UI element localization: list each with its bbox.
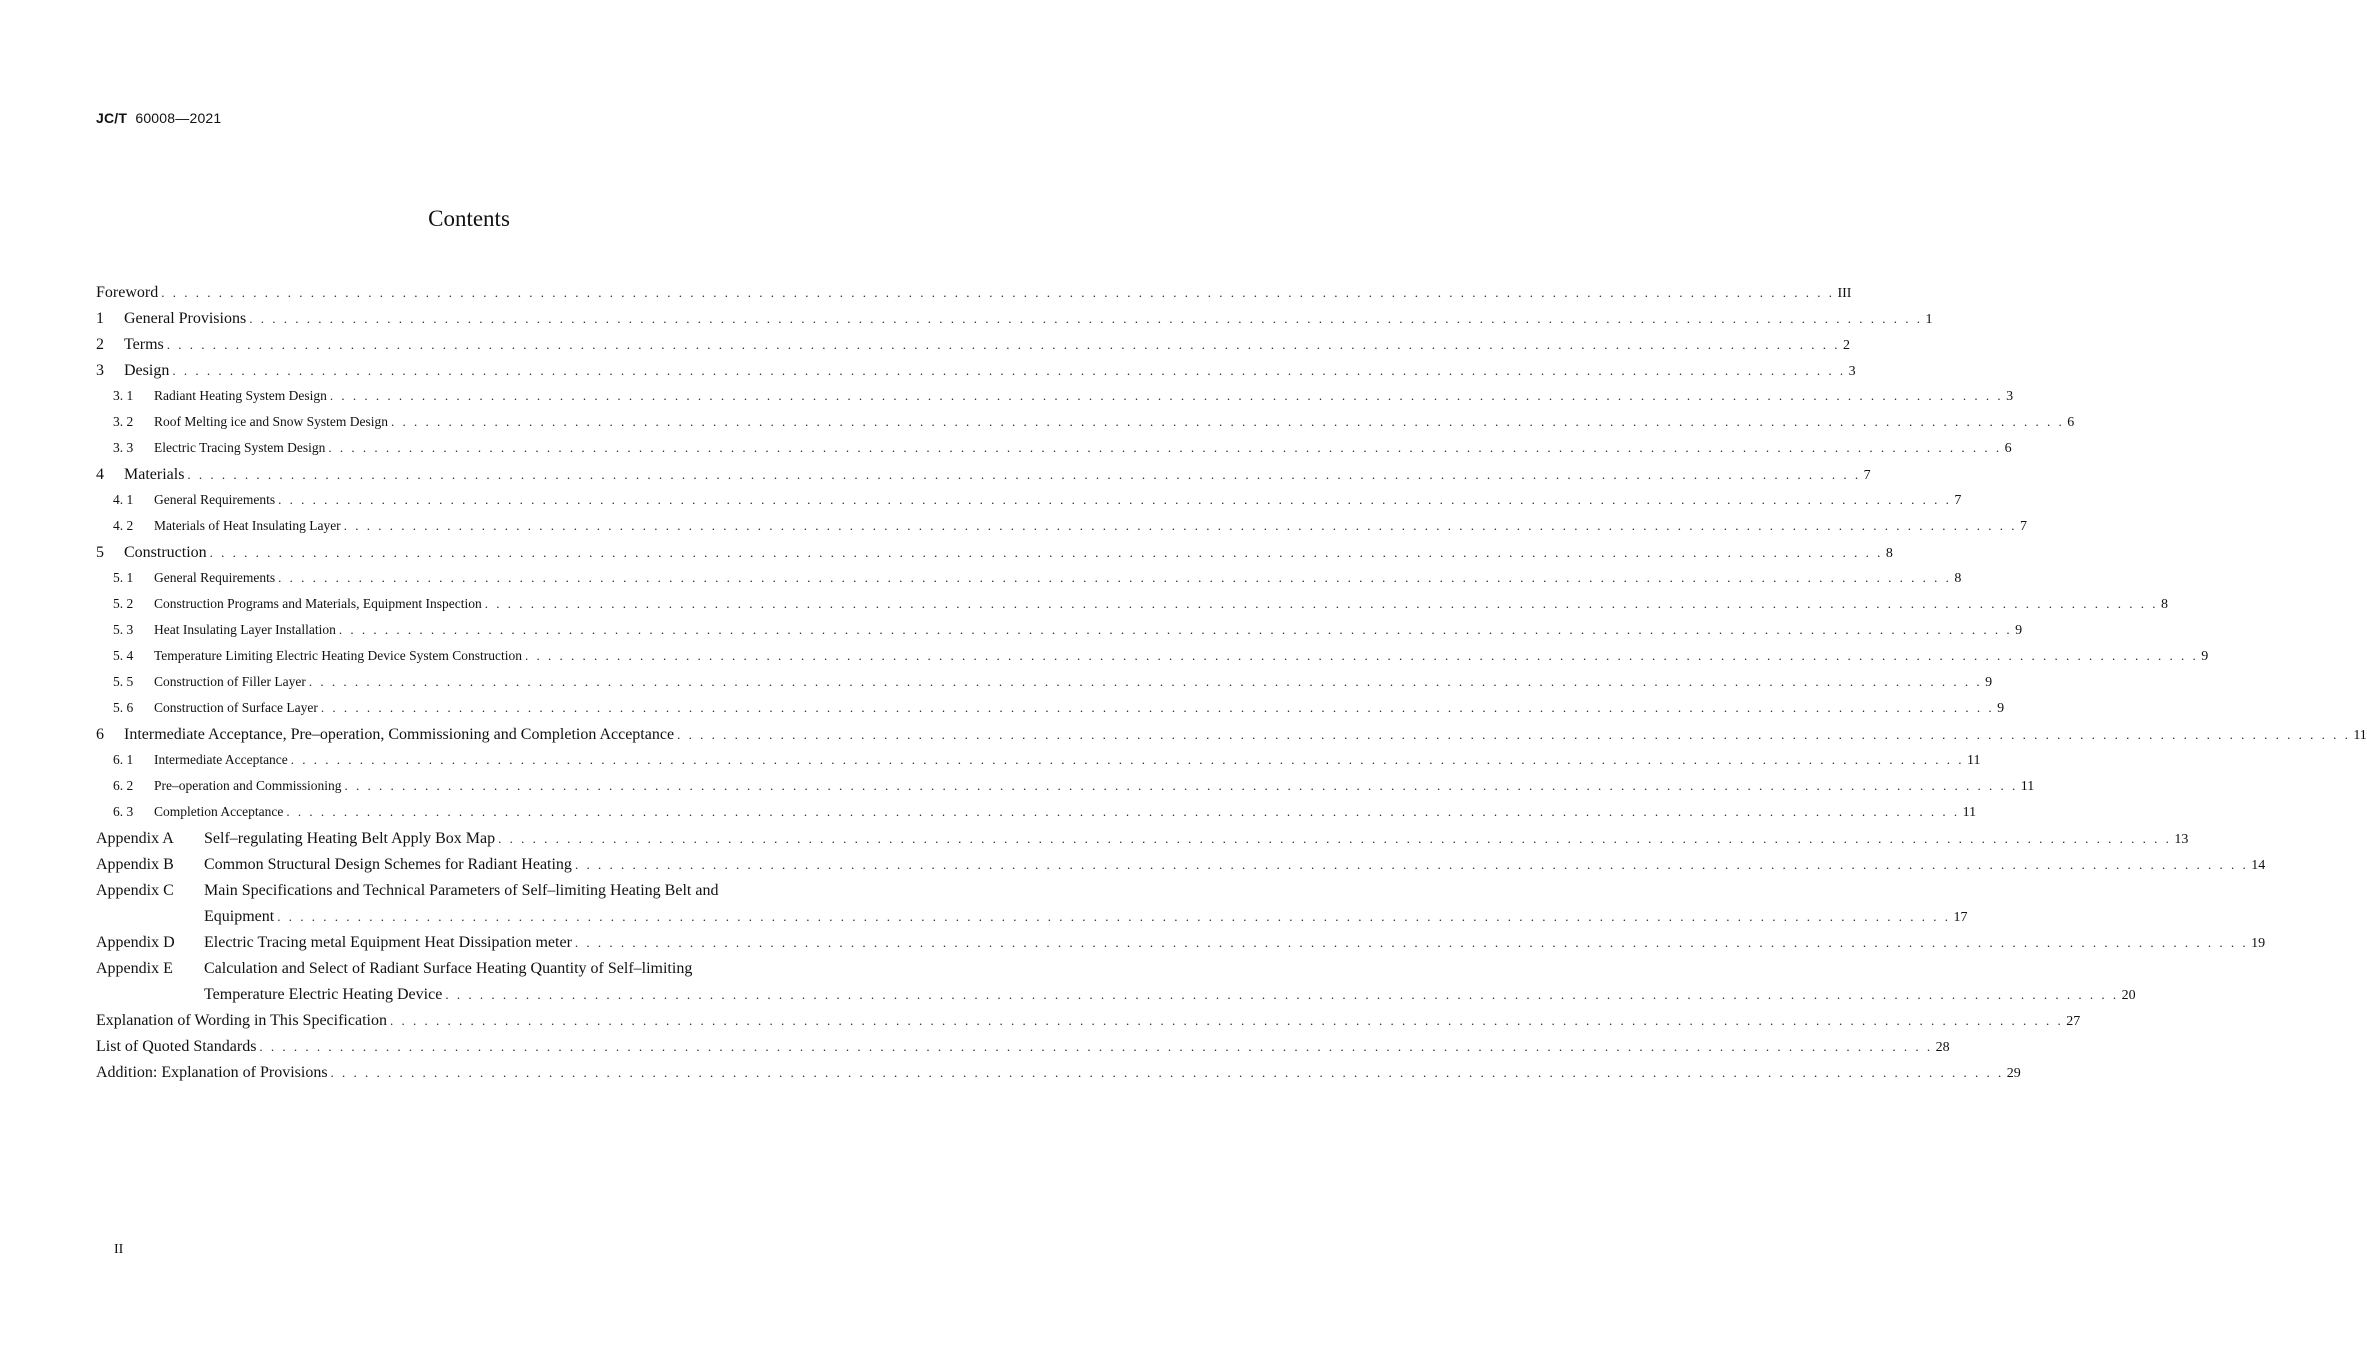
dot-leader bbox=[391, 414, 2064, 430]
toc-entry[interactable] bbox=[96, 492, 1962, 518]
toc-entry-number: 5. 1 bbox=[113, 570, 134, 585]
toc-entry-number: 6. 3 bbox=[113, 804, 134, 819]
toc-entry-page: 7 bbox=[2019, 519, 2027, 534]
toc-entry[interactable] bbox=[96, 1038, 1950, 1064]
toc-entry-page: 8 bbox=[2160, 597, 2168, 612]
code-prefix: JC/T bbox=[96, 110, 128, 126]
toc-entry-label[interactable]: Temperature Limiting Electric Heating Device System Construction bbox=[154, 648, 522, 663]
toc-entry[interactable] bbox=[96, 908, 1968, 934]
toc-entry-label[interactable]: General Requirements bbox=[154, 492, 276, 507]
toc-entry-page: 3 bbox=[1848, 364, 1856, 379]
toc-entry-page: 6 bbox=[2004, 441, 2012, 456]
toc-entry-page: 27 bbox=[2066, 1014, 2081, 1029]
toc-entry-label[interactable]: Completion Acceptance bbox=[154, 804, 284, 819]
toc-entry[interactable] bbox=[96, 700, 2005, 726]
toc-entry-label[interactable]: General Provisions bbox=[124, 310, 247, 327]
dot-leader bbox=[525, 648, 2198, 664]
toc-entry[interactable] bbox=[96, 284, 1852, 310]
toc-entry-number: Appendix D bbox=[96, 934, 175, 951]
toc-entry-number: Appendix C bbox=[96, 882, 174, 899]
dot-leader bbox=[291, 752, 1964, 768]
toc-entry-page: 13 bbox=[2174, 832, 2189, 847]
toc-entry-page: 7 bbox=[1954, 493, 1962, 508]
toc-entry[interactable] bbox=[96, 934, 2266, 960]
toc-entry[interactable] bbox=[96, 960, 844, 986]
toc-entry-number: 6. 1 bbox=[113, 752, 134, 767]
dot-leader bbox=[339, 622, 2012, 638]
toc-entry-number: 5. 6 bbox=[113, 700, 134, 715]
toc-entry[interactable] bbox=[96, 648, 2209, 674]
toc-entry-label[interactable]: Design bbox=[124, 362, 170, 379]
toc-entry-label[interactable]: Construction of Surface Layer bbox=[154, 700, 318, 715]
page-number: II bbox=[114, 1242, 124, 1257]
toc-entry-page: 2 bbox=[1843, 338, 1851, 353]
toc-entry-label[interactable]: Construction bbox=[124, 544, 207, 561]
toc-entry-page: 3 bbox=[2006, 389, 2014, 404]
toc-entry[interactable] bbox=[96, 674, 1993, 700]
toc-entry-number: 5. 2 bbox=[113, 596, 134, 611]
toc-entry-page: 11 bbox=[2353, 728, 2367, 743]
dot-leader bbox=[277, 909, 1950, 925]
toc-entry-page: 14 bbox=[2251, 858, 2266, 873]
document-code bbox=[96, 110, 221, 126]
toc-entry-number: 4. 1 bbox=[113, 492, 134, 507]
toc-entry-label[interactable]: Common Structural Design Schemes for Radiant Heating bbox=[204, 856, 572, 873]
dot-leader bbox=[309, 674, 1982, 690]
toc-entry-page: 9 bbox=[1997, 701, 2005, 716]
dot-leader bbox=[390, 1013, 2063, 1029]
toc-entry-label[interactable]: List of Quoted Standards bbox=[96, 1038, 257, 1055]
toc-entry-label[interactable]: Pre–operation and Commissioning bbox=[154, 778, 342, 793]
toc-entry-number: 3. 2 bbox=[113, 414, 134, 429]
dot-leader bbox=[321, 700, 1994, 716]
dot-leader bbox=[330, 388, 2003, 404]
dot-leader bbox=[249, 311, 1922, 327]
toc-entry[interactable] bbox=[96, 622, 2023, 648]
toc-entry-number: 4 bbox=[96, 466, 104, 483]
toc-entry-page: 20 bbox=[2121, 988, 2136, 1003]
toc-entry[interactable] bbox=[96, 570, 1962, 596]
toc-entry-label[interactable]: Addition: Explanation of Provisions bbox=[96, 1064, 328, 1081]
toc-entry-label[interactable]: Intermediate Acceptance, Pre–operation, Commissioning and Completion Acceptance bbox=[124, 726, 675, 743]
toc-entry-page: 7 bbox=[1863, 468, 1871, 483]
dot-leader bbox=[575, 857, 2248, 873]
toc-entry-page: 1 bbox=[1925, 312, 1933, 327]
toc-entry-label[interactable]: Explanation of Wording in This Specification bbox=[96, 1012, 387, 1029]
toc-entry-number: Appendix E bbox=[96, 960, 173, 977]
toc-entry[interactable] bbox=[96, 336, 1851, 362]
toc-entry-number: 3. 3 bbox=[113, 440, 134, 455]
toc-entry[interactable] bbox=[96, 440, 2012, 466]
toc-entry-page: 9 bbox=[2015, 623, 2023, 638]
dot-leader bbox=[161, 285, 1834, 301]
toc-entry-label[interactable]: Materials bbox=[124, 466, 185, 483]
dot-leader bbox=[344, 778, 2017, 794]
toc-entry-label[interactable]: Self–regulating Heating Belt Apply Box Map bbox=[204, 830, 496, 847]
dot-leader bbox=[331, 1065, 2004, 1081]
toc-entry[interactable] bbox=[96, 1064, 2021, 1090]
toc-entry-number: 4. 2 bbox=[113, 518, 134, 533]
dot-leader bbox=[187, 467, 1860, 483]
toc-entry-page: 9 bbox=[2201, 649, 2209, 664]
toc-entry[interactable] bbox=[96, 726, 2367, 752]
toc-entry-page: 11 bbox=[2020, 779, 2035, 794]
toc-entry-label[interactable]: Intermediate Acceptance bbox=[154, 752, 288, 767]
toc-entry-label[interactable]: Equipment bbox=[204, 908, 275, 925]
toc-entry-number: 1 bbox=[96, 310, 104, 327]
toc-entry-label[interactable]: Calculation and Select of Radiant Surface Heating Quantity of Self–limiting bbox=[204, 960, 693, 977]
dot-leader bbox=[575, 935, 2248, 951]
dot-leader bbox=[677, 727, 2350, 743]
toc-entry-number: 6. 2 bbox=[113, 778, 134, 793]
toc-entry-label[interactable]: Radiant Heating System Design bbox=[154, 388, 327, 403]
toc-entry-page: 9 bbox=[1985, 675, 1993, 690]
toc-entry[interactable] bbox=[96, 466, 1871, 492]
toc-entry[interactable] bbox=[96, 882, 844, 908]
code-number: 60008—2021 bbox=[135, 110, 222, 126]
toc-entry-label[interactable]: Temperature Electric Heating Device bbox=[204, 986, 443, 1003]
toc-entry-page: 8 bbox=[1885, 546, 1893, 561]
dot-leader bbox=[210, 545, 1883, 561]
toc-entry[interactable] bbox=[96, 1012, 2081, 1038]
toc-entry[interactable] bbox=[96, 856, 2266, 882]
toc-entry[interactable] bbox=[96, 596, 2168, 622]
toc-entry[interactable] bbox=[96, 388, 2014, 414]
toc-entry[interactable] bbox=[96, 804, 1977, 830]
table-of-contents bbox=[96, 284, 2367, 1090]
dot-leader bbox=[485, 596, 2158, 612]
toc-entry-number: 5. 5 bbox=[113, 674, 134, 689]
dot-leader bbox=[445, 987, 2118, 1003]
dot-leader bbox=[278, 492, 1951, 508]
toc-entry-label[interactable]: Terms bbox=[124, 336, 164, 353]
toc-entry-label[interactable]: Heat Insulating Layer Installation bbox=[154, 622, 336, 637]
toc-entry-number: 5. 4 bbox=[113, 648, 134, 663]
toc-entry[interactable] bbox=[96, 544, 1893, 570]
toc-entry-number: 5. 3 bbox=[113, 622, 134, 637]
dot-leader bbox=[278, 570, 1951, 586]
toc-entry-label[interactable]: Construction of Filler Layer bbox=[154, 674, 306, 689]
toc-entry-page: 28 bbox=[1935, 1040, 1950, 1055]
toc-entry[interactable] bbox=[96, 518, 2027, 544]
page-title: Contents bbox=[428, 206, 510, 231]
toc-entry-page: 19 bbox=[2251, 936, 2266, 951]
toc-entry-label[interactable]: Electric Tracing System Design bbox=[154, 440, 326, 455]
toc-entry-number: 5 bbox=[96, 544, 104, 561]
toc-entry-label[interactable]: General Requirements bbox=[154, 570, 276, 585]
toc-entry-number: Appendix A bbox=[96, 830, 174, 847]
toc-entry[interactable] bbox=[96, 752, 1981, 778]
toc-entry-page: 8 bbox=[1954, 571, 1962, 586]
toc-entry[interactable] bbox=[96, 362, 1856, 388]
dot-leader bbox=[498, 831, 2171, 847]
toc-entry-label[interactable]: Construction Programs and Materials, Equipment Inspection bbox=[154, 596, 482, 611]
toc-entry-page: III bbox=[1837, 286, 1852, 301]
toc-entry-page: 29 bbox=[2006, 1066, 2021, 1081]
toc-entry[interactable] bbox=[96, 310, 1933, 336]
toc-entry-number: 3 bbox=[96, 362, 104, 379]
dot-leader bbox=[286, 804, 1959, 820]
dot-leader bbox=[172, 363, 1845, 379]
toc-entry-page: 11 bbox=[1967, 753, 1981, 768]
toc-entry-number: Appendix B bbox=[96, 856, 174, 873]
toc-entry[interactable] bbox=[96, 830, 2189, 856]
toc-entry-label[interactable]: Electric Tracing metal Equipment Heat Dissipation meter bbox=[204, 934, 572, 951]
toc-entry-number: 2 bbox=[96, 336, 104, 353]
toc-entry-number: 3. 1 bbox=[113, 388, 134, 403]
toc-entry[interactable] bbox=[96, 986, 2136, 1012]
toc-entry-label[interactable]: Main Specifications and Technical Parameters of Self–limiting Heating Belt and bbox=[204, 882, 719, 899]
dot-leader bbox=[167, 337, 1840, 353]
toc-entry-page: 11 bbox=[1962, 805, 1977, 820]
dot-leader bbox=[259, 1039, 1932, 1055]
toc-entry[interactable] bbox=[96, 414, 2075, 440]
toc-entry-label[interactable]: Roof Melting ice and Snow System Design bbox=[154, 414, 388, 429]
toc-entry[interactable] bbox=[96, 778, 2035, 804]
toc-entry-page: 17 bbox=[1953, 910, 1968, 925]
dot-leader bbox=[328, 440, 2001, 456]
toc-entry-page: 6 bbox=[2067, 415, 2075, 430]
toc-entry-number: 6 bbox=[96, 726, 104, 743]
toc-entry-label[interactable]: Materials of Heat Insulating Layer bbox=[154, 518, 341, 533]
toc-entry-label[interactable]: Foreword bbox=[96, 284, 159, 301]
dot-leader bbox=[344, 518, 2017, 534]
